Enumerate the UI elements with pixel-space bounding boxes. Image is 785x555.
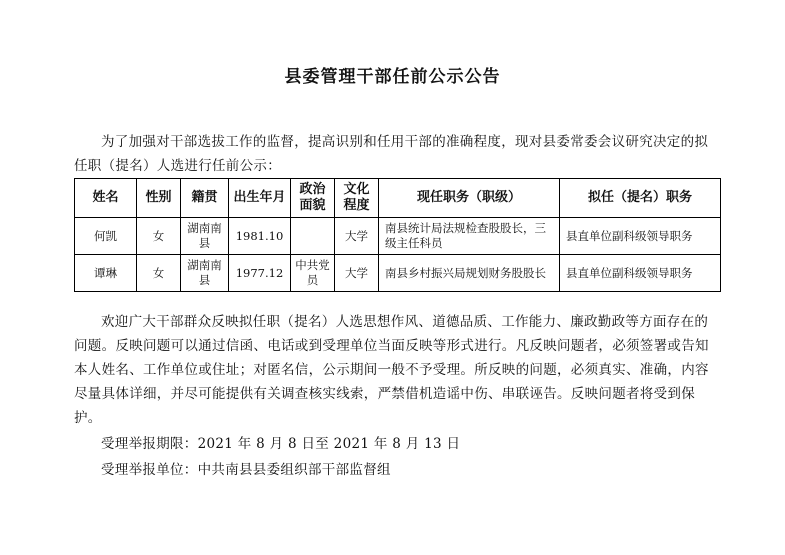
header-gender: 性别: [137, 179, 181, 218]
cell-education: 大学: [335, 218, 379, 255]
cell-name: 谭琳: [75, 255, 137, 292]
header-native-place: 籍贯: [181, 179, 229, 218]
cell-political-status: 中共党员: [291, 255, 335, 292]
cell-proposed-position: 县直单位副科级领导职务: [560, 255, 721, 292]
cell-birth: 1981.10: [229, 218, 291, 255]
page-title: 县委管理干部任前公示公告: [284, 67, 501, 87]
cell-current-position: 南县乡村振兴局规划财务股股长: [379, 255, 560, 292]
cell-birth: 1977.12: [229, 255, 291, 292]
header-birth: 出生年月: [229, 179, 291, 218]
intro-paragraph: 为了加强对干部选拔工作的监督，提高识别和任用干部的准确程度，现对县委常委会议研究决定的拟任职（提名）人选进行任前公示：: [74, 134, 709, 174]
cell-native-place: 湖南南县: [181, 218, 229, 255]
header-current-position: 现任职务（职级）: [379, 179, 560, 218]
cell-name: 何凯: [75, 218, 137, 255]
cell-political-status: [291, 218, 335, 255]
report-unit: 受理举报单位：中共南县县委组织部干部监督组: [101, 462, 391, 478]
table-row: [75, 218, 721, 255]
report-period: 受理举报期限：2021 年 8 月 8 日至 2021 年 8 月 13 日: [101, 436, 461, 452]
table-row: [75, 255, 721, 292]
feedback-paragraph: 欢迎广大干部群众反映拟任职（提名）人选思想作风、道德品质、工作能力、廉政勤政等方面存在的问题。反映问题可以通过信函、电话或到受理单位当面反映等形式进行。凡反映问题者，必须签署或告知本人姓名、工作单位或住址；对匿名信，公示期间一般不予受理。所反映的问题，必须真实、准确，内容尽量具体详细，并尽可能提供有关调查核实线索，严禁借机造谣中伤、串联诬告。反映问题者将受到保护。: [74, 314, 709, 426]
header-name: 姓名: [75, 179, 137, 218]
cell-gender: 女: [137, 255, 181, 292]
header-education: 文化程度: [335, 179, 379, 218]
candidate-table: [74, 178, 721, 292]
cell-education: 大学: [335, 255, 379, 292]
cell-proposed-position: 县直单位副科级领导职务: [560, 218, 721, 255]
header-proposed-position: 拟任（提名）职务: [560, 179, 721, 218]
cell-gender: 女: [137, 218, 181, 255]
cell-native-place: 湖南南县: [181, 255, 229, 292]
table-header-row: [75, 179, 721, 218]
header-political-status: 政治面貌: [291, 179, 335, 218]
cell-current-position: 南县统计局法规检查股股长，三级主任科员: [379, 218, 560, 255]
